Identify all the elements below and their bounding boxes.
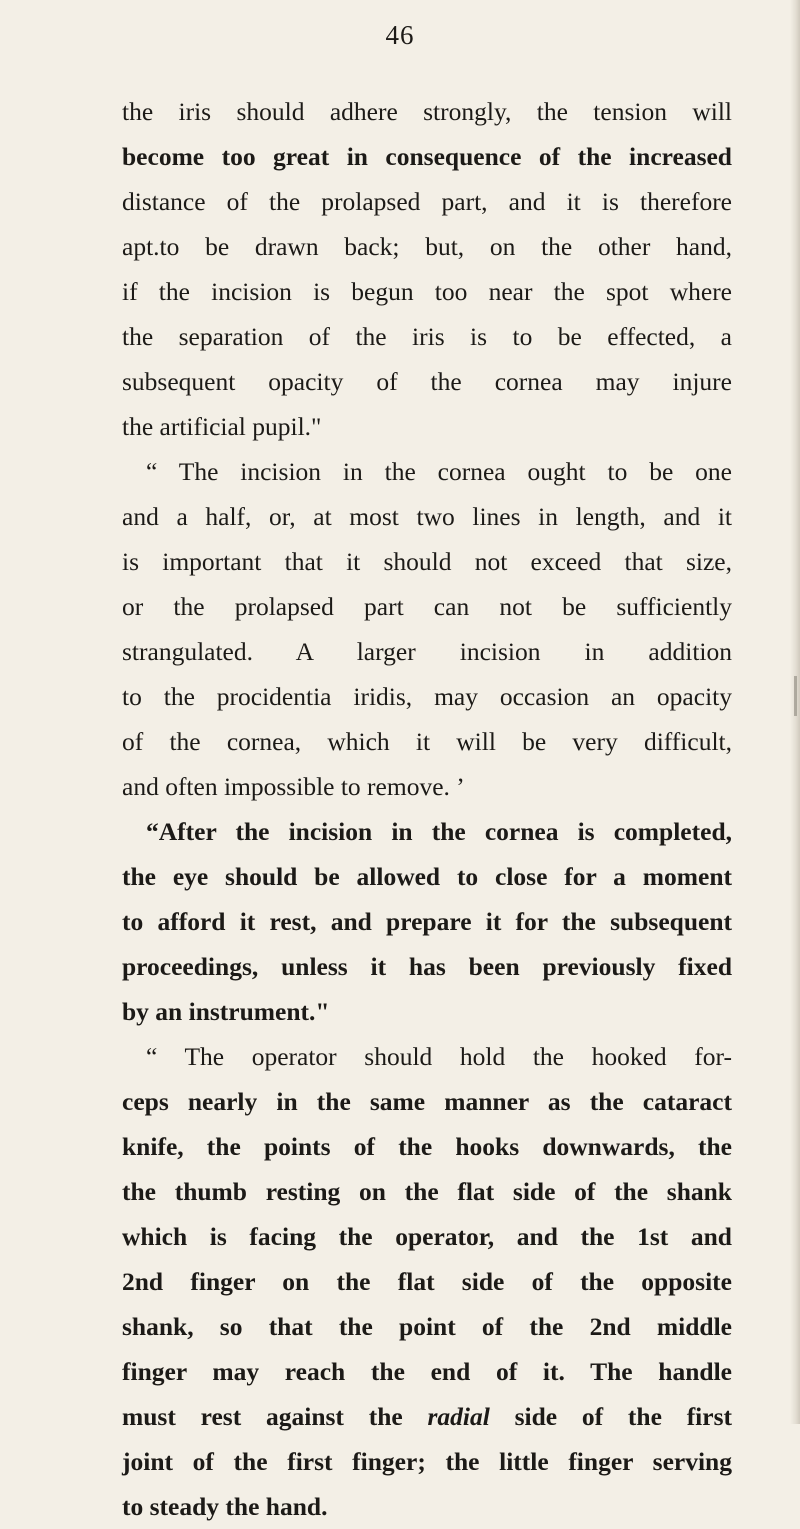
text-line: knife, the points of the hooks downwards, the xyxy=(122,1132,732,1161)
text-line: finger may reach the end of it. The handle xyxy=(122,1357,732,1386)
text-line: the artificial pupil." xyxy=(122,412,322,441)
text-line: to afford it rest, and prepare it for the subsequent xyxy=(122,907,732,936)
text-line: become too great in consequence of the increased xyxy=(122,142,732,171)
text-line: 2nd finger on the flat side of the opposite xyxy=(122,1267,732,1296)
page-number: 46 xyxy=(385,20,415,50)
text-line: subsequent opacity of the cornea may injure xyxy=(122,367,732,396)
text-line: to the procidentia iridis, may occasion an opacity xyxy=(122,682,732,711)
italic-word: radial xyxy=(427,1402,490,1431)
text-line-part: side of the first xyxy=(514,1402,732,1431)
text-line: distance of the prolapsed part, and it is therefore xyxy=(122,187,732,216)
text-line xyxy=(122,1394,732,1439)
text-line: joint of the first finger; the little finger serving xyxy=(122,1447,732,1476)
text-line-part: must rest against the xyxy=(122,1402,403,1431)
text-line: strangulated. A larger incision in addition xyxy=(122,637,732,666)
text-line: shank, so that the point of the 2nd middle xyxy=(122,1312,732,1341)
text-line: to steady the hand. xyxy=(122,1492,328,1521)
text-line: by an instrument." xyxy=(122,997,330,1026)
text-line: “ The incision in the cornea ought to be one xyxy=(146,457,732,486)
text-line: of the cornea, which it will be very difficult, xyxy=(122,727,732,756)
text-line: the eye should be allowed to close for a moment xyxy=(122,862,732,891)
text-line: if the incision is begun too near the spot where xyxy=(122,277,732,306)
text-line: is important that it should not exceed that size, xyxy=(122,547,732,576)
text-line: “After the incision in the cornea is completed, xyxy=(146,817,732,846)
text-line: which is facing the operator, and the 1st and xyxy=(122,1222,732,1251)
text-line: and a half, or, at most two lines in length, and it xyxy=(122,502,732,531)
text-line: “ The operator should hold the hooked for- xyxy=(146,1042,732,1071)
text-line: the thumb resting on the flat side of the shank xyxy=(122,1177,732,1206)
page-edge-mark xyxy=(794,676,797,716)
text-line: the iris should adhere strongly, the tension will xyxy=(122,97,732,126)
text-line: or the prolapsed part can not be sufficiently xyxy=(122,592,732,621)
text-line: ceps nearly in the same manner as the cataract xyxy=(122,1087,732,1116)
text-line: and often impossible to remove. ’ xyxy=(122,772,465,801)
text-line: the separation of the iris is to be effected, a xyxy=(122,322,732,351)
body-text xyxy=(122,89,732,1529)
text-line: apt.to be drawn back; but, on the other hand, xyxy=(122,232,732,261)
text-line: proceedings, unless it has been previously fixed xyxy=(122,952,732,981)
